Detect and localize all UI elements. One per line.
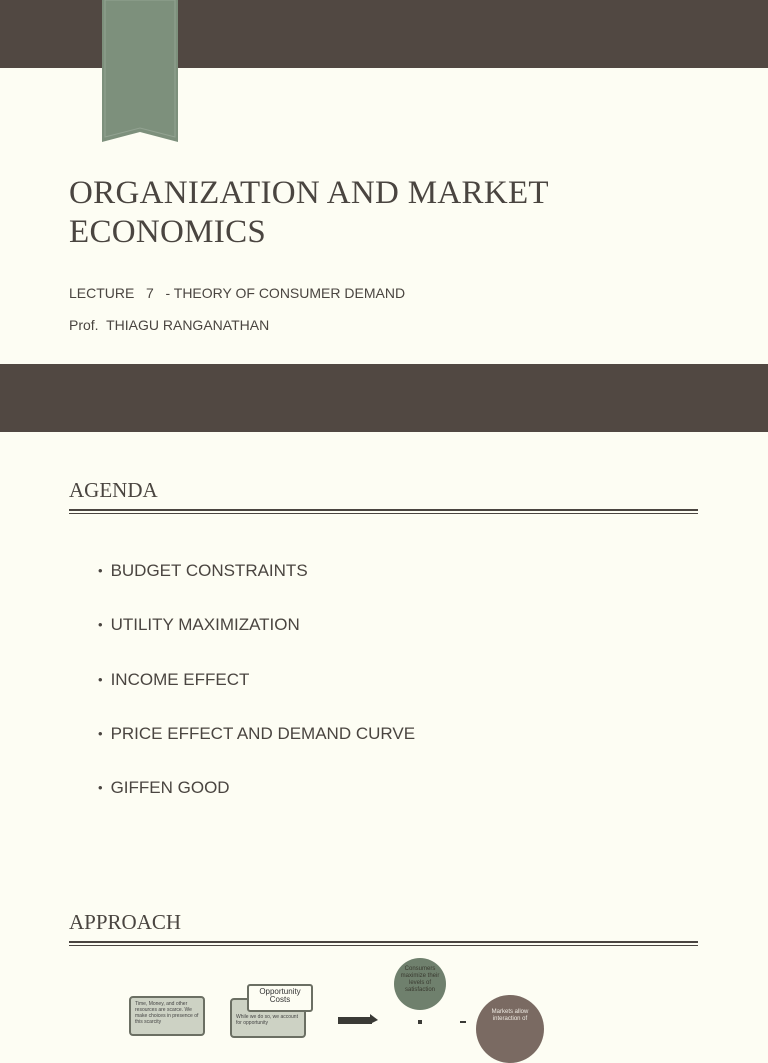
approach-divider	[69, 941, 698, 946]
bullet-icon: •	[98, 780, 103, 796]
connector-tick	[460, 1021, 466, 1023]
opportunity-box: While we do so, we account for opportunity	[230, 998, 306, 1038]
bookmark-ribbon	[102, 0, 178, 142]
markets-circle: Markets allow interaction of	[476, 995, 544, 1063]
agenda-list	[98, 560, 415, 831]
connector-line	[418, 1020, 422, 1024]
arrow-icon	[338, 1014, 378, 1024]
agenda-item: • GIFFEN GOOD	[98, 778, 230, 798]
agenda-item: • INCOME EFFECT	[98, 669, 250, 689]
bullet-icon: •	[98, 563, 103, 578]
consumers-circle: Consumers maximize their levels of satisfaction	[394, 958, 446, 1010]
scarcity-box: Time, Money, and other resources are scarce. We make choices in presence of this scarcity	[129, 996, 205, 1036]
bullet-icon: •	[98, 671, 103, 687]
slide-separator-band	[0, 364, 768, 432]
bullet-icon: •	[98, 725, 103, 741]
agenda-divider	[69, 509, 698, 514]
opportunity-costs-tag: Opportunity Costs	[247, 984, 313, 1012]
agenda-item: • PRICE EFFECT AND DEMAND CURVE	[98, 723, 416, 743]
author-line: Prof. THIAGU RANGANATHAN	[69, 317, 270, 333]
agenda-item: • UTILITY MAXIMIZATION	[98, 615, 300, 635]
agenda-item: • BUDGET CONSTRAINTS	[98, 561, 308, 580]
approach-heading: APPROACH	[69, 910, 182, 934]
agenda-heading: AGENDA	[69, 478, 158, 502]
bullet-icon: •	[98, 617, 103, 633]
presentation-title: ORGANIZATION AND MARKET ECONOMICS	[69, 175, 549, 250]
lecture-subtitle: LECTURE 7 - THEORY OF CONSUMER DEMAND	[69, 285, 406, 301]
